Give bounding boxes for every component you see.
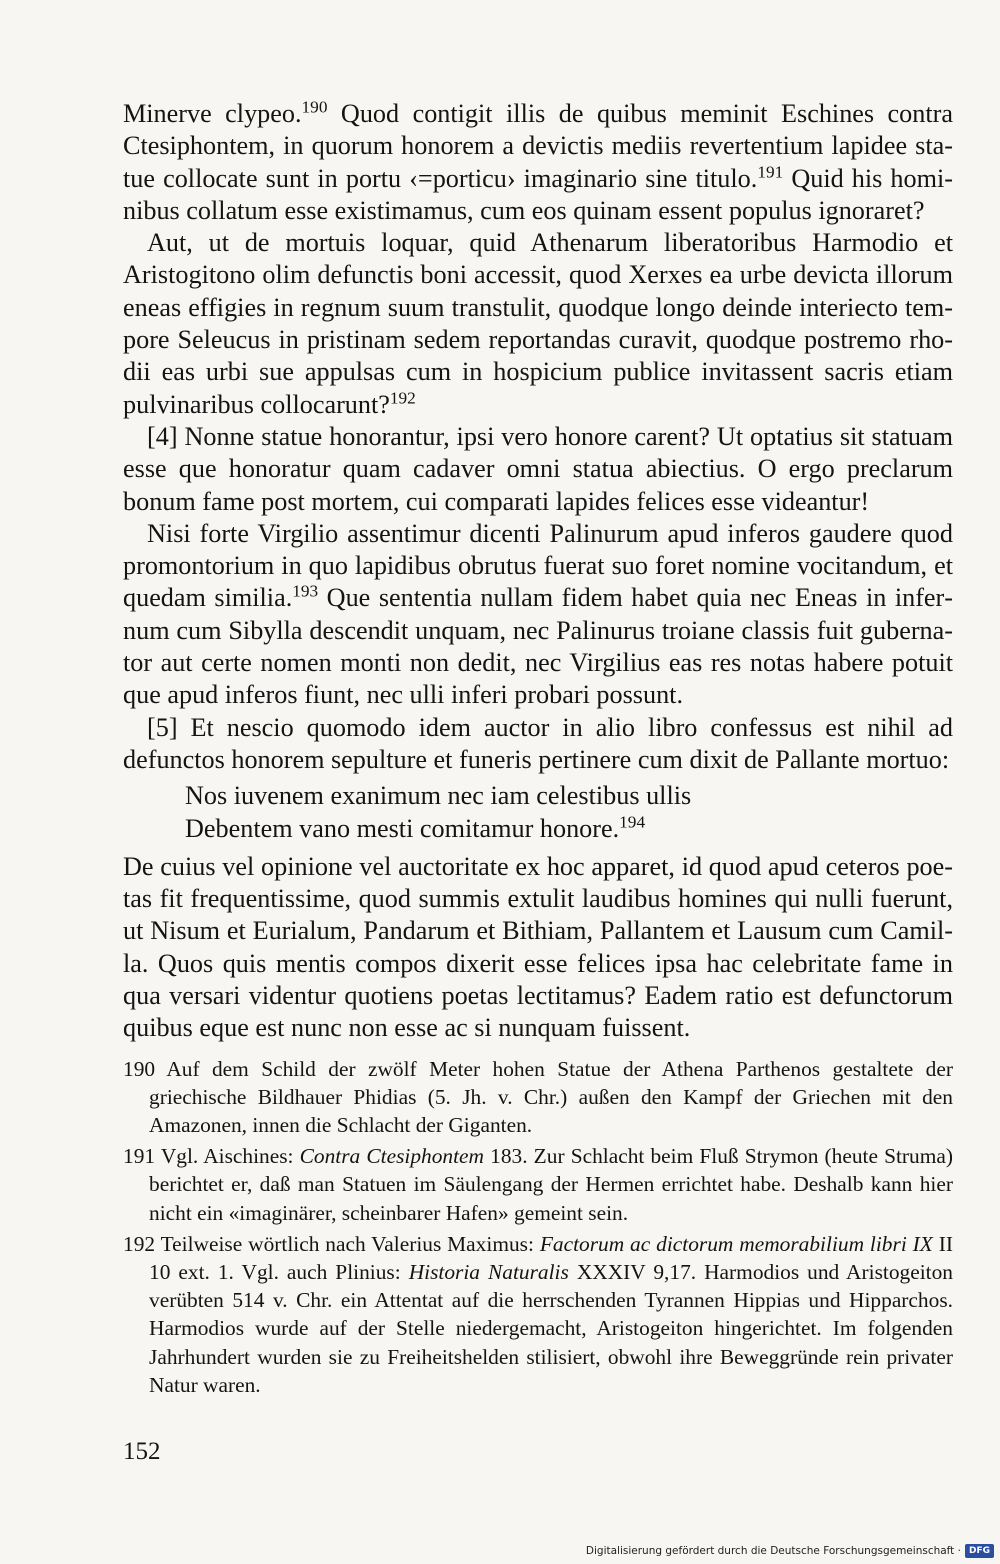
footnote-marker: 193 (292, 581, 319, 601)
footnote-number: 191 (123, 1144, 156, 1169)
paragraph-after-verse: De cuius vel opinione vel auctoritate ex hoc apparet, id quod apud ceteros poetas fit frequentissime, quod summis extulit laudibus homines qui nulli fuerunt, ut Nisum et Eurialum, Pandarum et Bithiam, Pallantem et Lausum cum Camilla. Quos quis mentis compos dixerit esse felices ipsa hac celebritate fame in qua versari videntur quotiens poetas lectitamus? Eadem ratio est defunctorum quibus eque est nunc non esse ac si nunquam fuissent. (123, 851, 953, 1043)
footnote-marker: 192 (389, 388, 416, 408)
text-run: Teilweise wörtlich nach Valerius Maximus: (160, 1231, 540, 1256)
digitization-notice (586, 1544, 994, 1558)
italic-title: Factorum ac dictorum memorabilium libri IX (539, 1231, 933, 1256)
body-paragraphs (123, 98, 953, 776)
dfg-logo: DFG (965, 1544, 994, 1558)
paragraph (123, 518, 953, 712)
text-run: 183. Zur Schlacht beim Fluß Strymon (heute Struma) berichtet er, daß man Statuen im Säulengang der Hermen errichtet habe. Deshalb kann hier nicht ein «imaginärer, scheinbarer Hafen» gemeint sein. (149, 1144, 953, 1225)
verse-quotation (185, 780, 953, 845)
text-run: Quid his hominibus collatum esse existimamus, cum eos quinam essent populus ignoraret? (123, 163, 953, 225)
text-run: Minerve clypeo. (123, 99, 302, 128)
footnotes (123, 1055, 953, 1399)
italic-title: Contra Ctesiphontem (299, 1144, 485, 1169)
text-run: Vgl. Aischines: (160, 1144, 300, 1169)
text-run: XXXIV 9,17. Harmodios und Aristogeiton verübten 514 v. Chr. ein Attentat auf die herrschenden Tyrannen Hippias und Hipparchos. Harmodios wurde auf der Stelle niedergemacht, Aristogeiton hingerichtet. Im folgenden Jahrhundert wurden sie zu Freiheitshelden stilisiert, obwohl ihre Beweggründe rein privater Natur waren. (149, 1260, 954, 1397)
verse-line-2-text: Debentem vano mesti comitamur honore. (185, 813, 620, 843)
footnote-marker: 194 (619, 812, 646, 832)
footnote-marker: 191 (757, 162, 784, 182)
footnote-marker: 190 (301, 97, 328, 117)
digitization-notice-text: Digitalisierung gefördert durch die Deutsche Forschungsgemeinschaft · (585, 1545, 961, 1557)
text-run: Auf dem Schild der zwölf Meter hohen Statue der Athena Parthenos gestaltete der griechische Bildhauer Phidias (5. Jh. v. Chr.) außen den Kampf der Griechen mit den Amazonen, innen die Schlacht der Giganten. (149, 1056, 953, 1138)
italic-title: Historia Naturalis (408, 1260, 569, 1285)
text-run: [4] Nonne statue honorantur, ipsi vero honore carent? Ut optatius sit statuam esse que honoratur quam cadaver omni statua abiectius. O ergo preclarum bonum fame post mortem, cui comparati lapides felices esse videantur! (123, 421, 953, 516)
text-run: [5] Et nescio quomodo idem auctor in alio libro confessus est nihil ad defunctos honorem sepulture et funeris pertinere cum dixit de Pallante mortuo: (123, 712, 953, 774)
footnote-number: 190 (123, 1056, 156, 1081)
footnote (123, 1142, 953, 1227)
page-number: 152 (123, 1438, 161, 1465)
text-run: Aut, ut de mortuis loquar, quid Athenarum liberatoribus Harmodio et Aristogitono olim defunctis boni accessit, quod Xerxes ea urbe devicta illorum eneas effigies in regnum suum transtulit, quodque longo deinde interiecto tempore Seleucus in pristinam sedem reportandas curavit, quodque postremo rhodii eas urbi sue appulsas cum in hospicium publice invitassent sacris etiam pulvinaribus collocarunt? (123, 228, 953, 419)
text-run: Nisi forte Virgilio assentimur dicenti Palinurum apud inferos gaudere quod promontorium in quo lapidibus obrutus fuerat suo foret nomine vocitandum, et quedam similia. (123, 518, 953, 613)
footnote (123, 1055, 953, 1140)
footnote (123, 1230, 953, 1399)
paragraph (123, 227, 953, 421)
text-run: II 10 ext. 1. Vgl. auch Plinius: (149, 1231, 953, 1285)
paragraph (123, 421, 953, 518)
paragraph (123, 98, 953, 227)
footnote-number: 192 (123, 1231, 156, 1256)
text-run: Que sententia nullam fidem habet quia nec Eneas in infernum cum Sibylla descendit unquam, nec Palinurus troiane classis fuit gubernator aut certe nomen monti non dedit, nec Virgilius eas res notas habere potuit que apud inferos fiunt, nec ulli inferi probari possunt. (123, 583, 953, 710)
paragraph (123, 712, 953, 777)
verse-line-2 (185, 813, 953, 845)
verse-line-1: Nos iuvenem exanimum nec iam celestibus ullis (185, 781, 692, 811)
text-run: Quod contigit illis de quibus meminit Eschines contra Ctesiphontem, in quorum honorem a devictis mediis revertentium lapidee statue collocate sunt in portu ‹=porticu› imaginario sine titulo. (123, 99, 953, 193)
main-text (123, 98, 953, 1402)
